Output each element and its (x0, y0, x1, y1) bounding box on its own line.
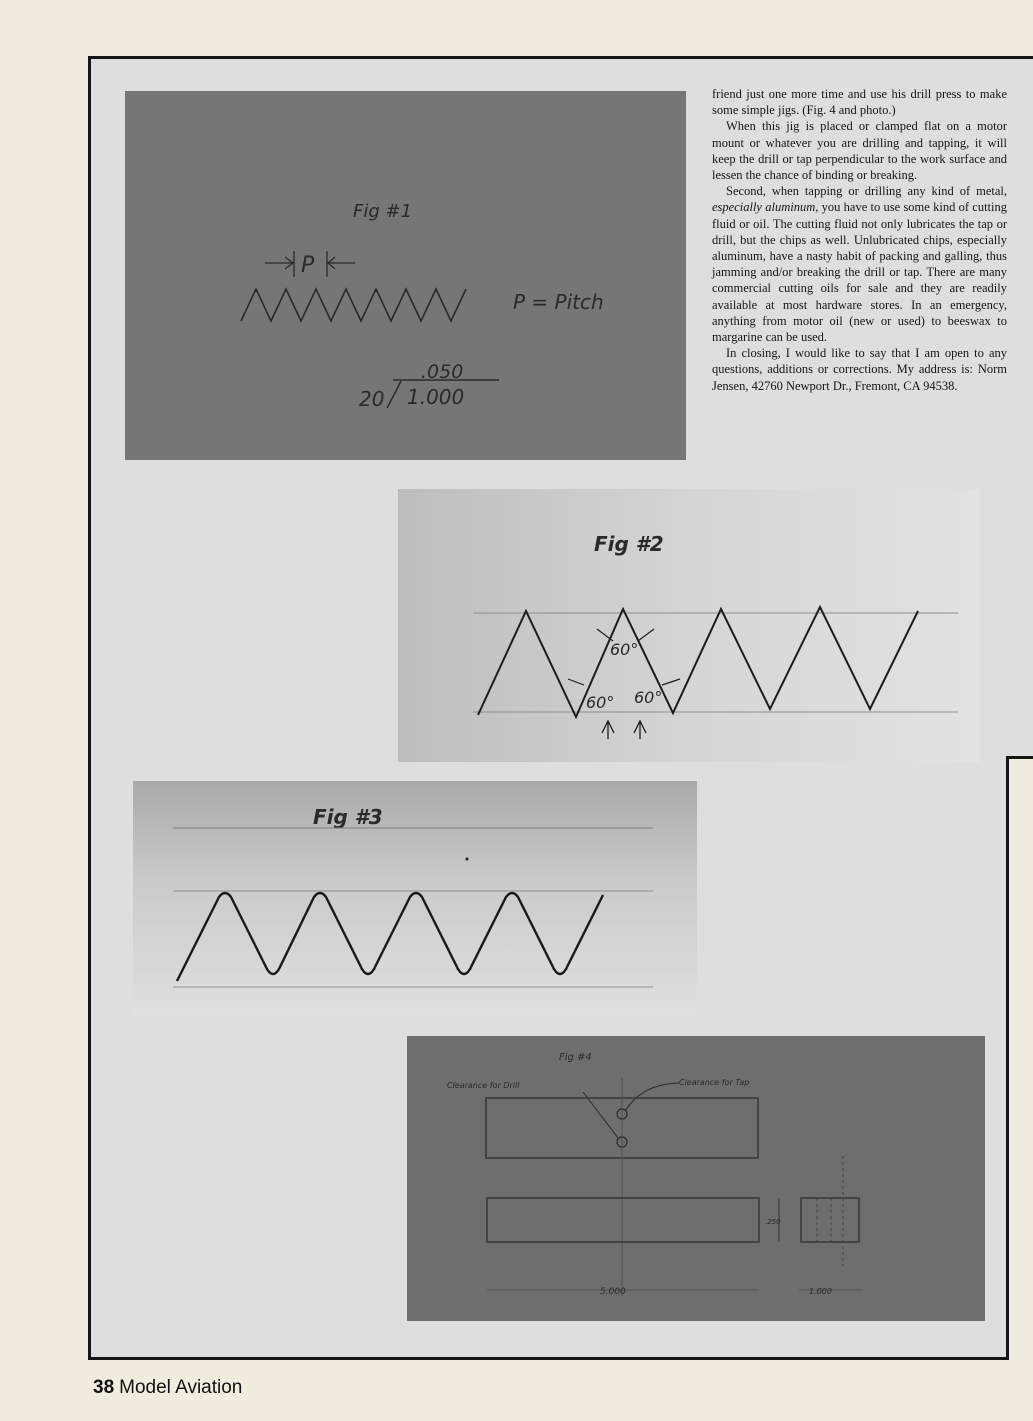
paragraph-3-body: you have to use some kind of cutting fluid or oil. The cutting fluid not only lubricates the tap or drill, but the chips as well. Unlubricated chips, especially aluminum, have a nasty habit of packing and galling, thus jamming and/or breaking the drill or tap. There are many commercial cutting oils for sale and they are readily available at most hardware stores. In an emergency, anything from motor oil (new or used) to beeswax to margarine can be used. (712, 200, 1007, 345)
fig2-angle-arrow-4 (662, 679, 680, 685)
page-number: 38 (93, 1377, 115, 1398)
fig2-thread-profile (478, 607, 918, 717)
fig4-dim-length: 5.000 (600, 1287, 626, 1297)
article-paragraph-3 (712, 183, 1007, 345)
fig2-angle-arrow-3 (568, 679, 584, 685)
fig1-dividend: 1.000 (407, 385, 465, 409)
fig4-dim-height: .250 (765, 1218, 781, 1226)
fig4-leader-tap (626, 1083, 679, 1110)
fig2-angle-right: 60° (634, 688, 663, 707)
fig4-leader-drill (583, 1092, 618, 1138)
fig1-pitch-legend: P = Pitch (513, 290, 604, 314)
fig4-label-drill: Clearance for Drill (447, 1081, 520, 1090)
fig1-division-bracket (387, 381, 401, 408)
article-paragraph-4: In closing, I would like to say that I am open to any questions, additions or corrections. My address is: Norm Jensen, 42760 Newport Dr., Fremont, CA 94538. (712, 346, 1007, 393)
figure-3-photo (133, 781, 697, 1017)
fig1-thread-zigzag (241, 289, 466, 321)
fig4-label-tap: Clearance for Tap (679, 1078, 750, 1087)
fig3-rounded-thread (177, 893, 603, 981)
fig2-arrow-up-2 (634, 721, 646, 739)
right-border-tab (1006, 756, 1033, 1360)
fig1-divisor: 20 (359, 387, 385, 411)
fig2-arrow-up-1 (602, 721, 614, 739)
fig4-dim-width: 1.000 (809, 1287, 832, 1296)
magazine-name: Model Aviation (119, 1377, 243, 1398)
fig1-title: Fig #1 (353, 201, 413, 222)
fig1-p-label: P (301, 253, 315, 278)
figure-1-photo (125, 91, 686, 460)
paragraph-3-lead: Second, when tapping or drilling any kind of metal, (726, 184, 1007, 199)
article-paragraph-2: When this jig is placed or clamped flat on a motor mount or whatever you are drilling and tapping, it will keep the drill or tap perpendicular to the work surface and lessen the chance of binding or breaking. (712, 119, 1007, 183)
fig4-end-view-block (801, 1198, 859, 1242)
figure-4-photo (407, 1036, 985, 1321)
fig2-angle-top: 60° (610, 640, 639, 659)
paragraph-3-emphasis: especially aluminum, (712, 200, 819, 215)
figure-4-drawing (407, 1036, 985, 1321)
figure-2-photo (398, 489, 980, 762)
figure-2-drawing (398, 489, 980, 762)
figure-1-drawing (125, 91, 686, 460)
fig1-quotient: .050 (421, 361, 464, 383)
figure-3-drawing (133, 781, 697, 1017)
article-column (712, 86, 1007, 394)
fig3-mark (466, 858, 469, 861)
fig2-title: Fig #2 (594, 532, 664, 556)
article-paragraph-1: friend just one more time and use his drill press to make some simple jigs. (Fig. 4 and photo.) (712, 87, 1007, 118)
fig3-title: Fig #3 (313, 805, 383, 829)
fig4-title: Fig #4 (559, 1052, 592, 1063)
fig4-side-view-block (487, 1198, 759, 1242)
fig2-angle-arrow-2 (638, 629, 654, 641)
fig2-angle-left: 60° (586, 693, 615, 712)
page-footer (93, 1377, 242, 1399)
